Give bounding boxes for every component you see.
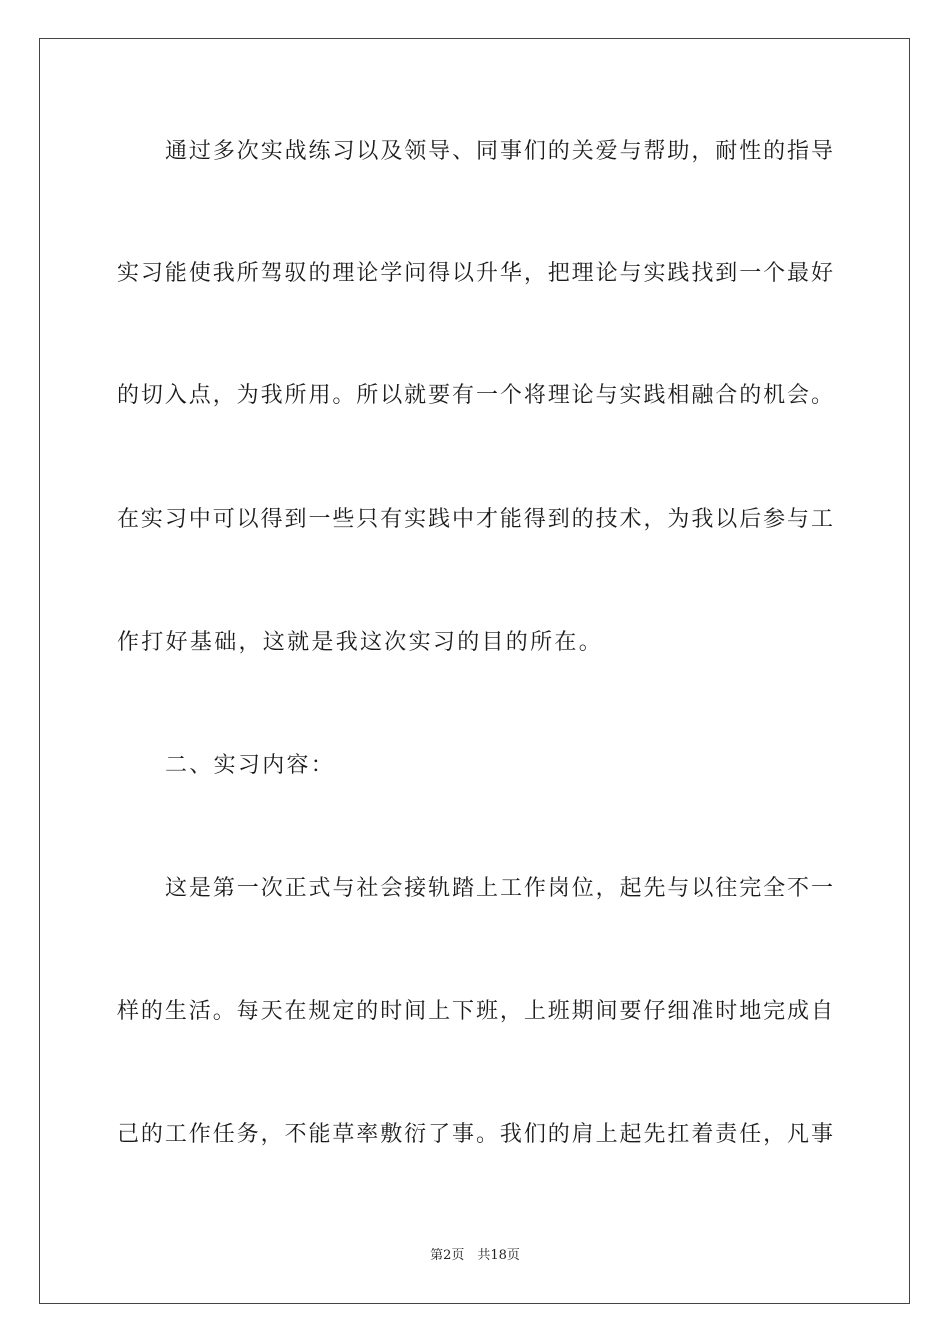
paragraph-line: 作打好基础，这就是我这次实习的目的所在。 [117,630,604,655]
paragraph-line: 的切入点，为我所用。所以就要有一个将理论与实践相融合的机会。 [117,383,833,408]
paragraph-line: 在实习中可以得到一些只有实践中才能得到的技术，为我以后参与工 [117,507,833,532]
paragraph-line: 己的工作任务，不能草率敷衍了事。我们的肩上起先扛着责任，凡事 [117,1122,833,1147]
page-number-footer: 第2页 共18页 [430,1248,520,1263]
paragraph-line: 实习能使我所驾驭的理论学问得以升华，把理论与实践找到一个最好 [117,261,833,286]
paragraph-line: 这是第一次正式与社会接轨踏上工作岗位，起先与以往完全不一 [165,876,833,901]
page-border [39,38,910,1304]
paragraph-line: 样的生活。每天在规定的时间上下班，上班期间要仔细准时地完成自 [117,999,833,1024]
paragraph-line: 通过多次实战练习以及领导、同事们的关爱与帮助，耐性的指导 [165,139,833,164]
section-heading: 二、实习内容： [165,753,336,778]
